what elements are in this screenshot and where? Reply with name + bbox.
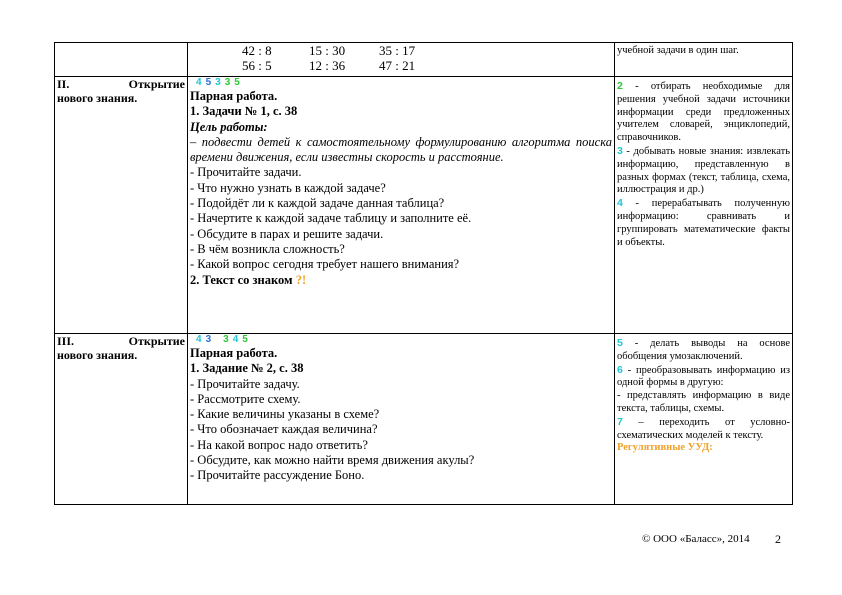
stage-number: II. [57,77,70,91]
ratio-list [190,43,612,73]
ratio-row [190,43,612,58]
question-item: - Обсудите в парах и решите задачи. [190,226,384,241]
copyright: © ООО «Баласс», 2014 [642,533,750,545]
skill-code: 5 [242,334,248,345]
uud-text: - преобразовывать информацию из одной формы в другую: [617,364,790,389]
question-item: - Что нужно узнать в каждой задаче? [190,180,386,195]
question-list [190,377,612,484]
text-sign-line [190,273,612,288]
uud-code: 5 [617,337,623,349]
content-cell [188,43,615,77]
lesson-table [54,42,793,505]
content-cell [188,334,615,505]
work-type: Парная работа. [190,89,278,103]
uud-item [617,197,790,249]
uud-item [617,145,790,197]
task-title: 1. Задачи № 1, с. 38 [190,104,298,119]
question-item: - Какие величины указаны в схеме? [190,407,380,422]
uud-item [617,80,790,145]
ratio: 35 : 17 [379,43,416,58]
skill-code: 4 [196,77,202,88]
skill-code: 5 [234,77,240,88]
uud-code: 7 [617,415,623,428]
content-cell [188,77,615,334]
stage-cell [55,43,188,77]
question-item: - Какой вопрос сегодня требует нашего внимания? [190,257,460,272]
question-item: - В чём возникла сложность? [190,241,345,256]
question-item: - Рассмотрите схему. [190,391,301,406]
skill-code: 3 [224,77,231,88]
ratio: 42 : 8 [242,43,272,58]
uud-code: 3 [617,144,623,157]
uud-text: - представлять информацию в виде текста, таблицы, схемы. [617,390,790,414]
work-type: Парная работа. [190,346,278,360]
goal-label: Цель работы: [190,119,268,134]
question-item: - Начертите к каждой задаче таблицу и заполните её. [190,211,472,226]
uud-code: 2 [617,80,623,92]
skill-code: 4 [232,334,239,345]
page-number: 2 [775,532,781,546]
skill-code: 3 [205,334,212,345]
uud-cell [615,77,793,334]
uud-item [617,416,790,443]
skill-code: 5 [205,77,212,88]
stage-subtitle: нового знания. [57,348,138,362]
stage-cell [55,77,188,334]
question-item: - На какой вопрос надо ответить? [190,437,368,452]
ratio: 15 : 30 [309,43,346,58]
skill-code: 4 [196,334,202,345]
question-item: - Подойдёт ли к каждой задаче данная таблица? [190,196,445,211]
skill-codes [190,334,612,346]
ratio-row [190,58,612,73]
stage-subtitle: нового знания. [57,91,138,105]
skill-code: 3 [223,334,229,345]
uud-text: - отбирать необходимые для решения учебной задачи источники информации среди предложенных учителем словарей, энциклопедий, справочников. [617,81,790,144]
uud-code: 4 [617,197,623,210]
ratio: 12 : 36 [309,58,346,73]
uud-code: 6 [617,363,623,376]
uud-text: учебной задачи в один шаг. [617,45,739,56]
uud-item [617,390,790,416]
goal-text: – подвести детей к самостоятельному формулированию алгоритма поиска времени движения, если известны скорость и расстояние. [190,134,612,165]
question-item: - Прочитайте задачи. [190,165,302,180]
ratio: 47 : 21 [379,58,416,73]
uud-cell [615,334,793,505]
uud-item [617,337,790,364]
question-item: - Что обозначает каждая величина? [190,422,378,437]
question-list [190,165,612,272]
question-item: - Прочитайте задачу. [190,376,300,391]
uud-list [617,77,790,249]
stage-cell [55,334,188,505]
skill-code: 3 [215,77,221,88]
uud-text: – переходить от условно-схематических моделей к тексту. [617,416,790,441]
table-row [55,334,793,505]
question-item: - Обсудите, как можно найти время движения акулы? [190,453,475,468]
sign-icon: ?! [295,272,307,287]
uud-list [617,334,790,442]
table-row [55,43,793,77]
uud-text: - перерабатывать полученную информацию: сравнивать и группировать математические факты и объекты. [617,198,790,248]
stage-number: III. [57,334,75,348]
stage-title: Открытие [128,77,185,91]
uud-cell [615,43,793,77]
stage-title: Открытие [128,334,185,348]
regulatory-uud-heading: Регулятивные УУД: [617,442,713,454]
text-sign-label: 2. Текст со знаком [190,272,293,287]
ratio: 56 : 5 [242,58,272,73]
skill-codes [190,77,612,89]
uud-item [617,364,790,391]
table-row [55,77,793,334]
question-item: - Прочитайте рассуждение Боно. [190,468,365,483]
uud-text: - добывать новые знания: извлекать информацию, представленную в разных формах (текст, таблица, схема, иллюстрация и др.) [617,145,790,196]
task-title: 1. Задание № 2, с. 38 [190,361,304,376]
uud-text: - делать выводы на основе обобщения умозаключений. [617,338,790,362]
